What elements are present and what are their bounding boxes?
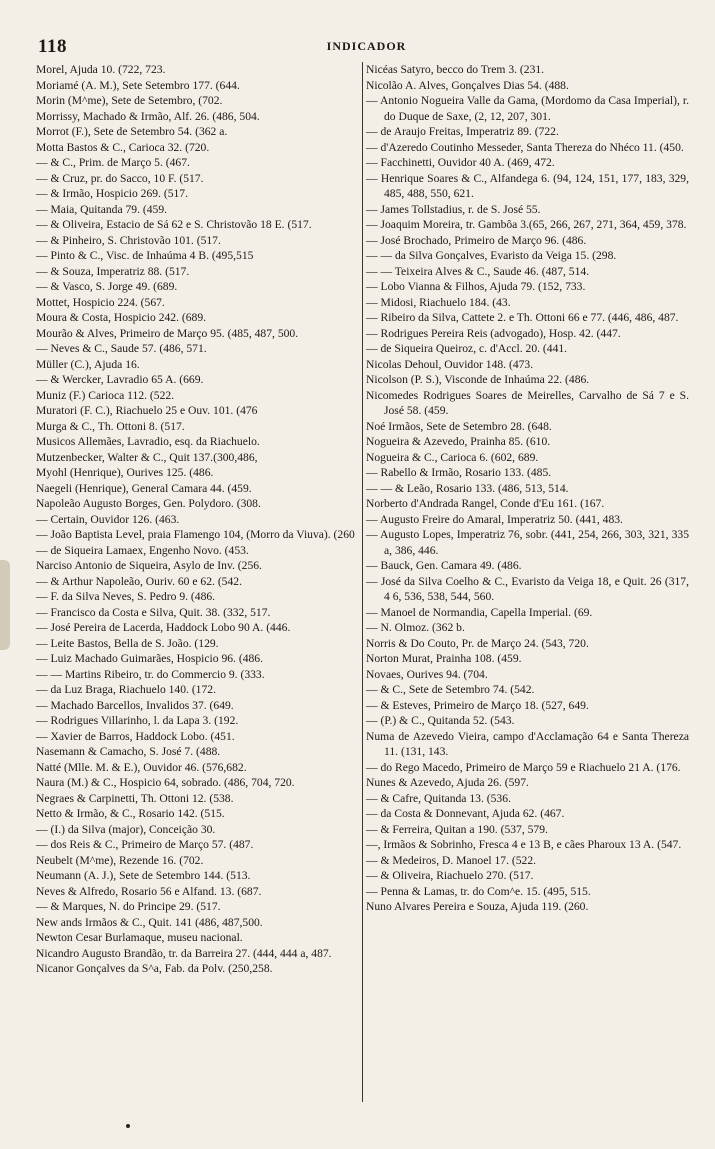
directory-entry: Naegeli (Henrique), General Camara 44. (459. [36, 481, 252, 495]
directory-entry: — Manoel de Normandia, Capella Imperial. (69. [366, 605, 593, 619]
directory-entry: Nogueira & Azevedo, Prainha 85. (610. [366, 435, 551, 448]
directory-entry: Novaes, Ourives 94. (704. [366, 667, 488, 681]
directory-entry: — & Pinheiro, S. Christovão 101. (517. [36, 233, 221, 247]
directory-entry: Negraes & Carpinetti, Th. Ottoni 12. (538. [36, 791, 234, 805]
directory-entry: Nuno Alvares Pereira e Souza, Ajuda 119. (260. [366, 900, 589, 913]
directory-entry: — & Marques, N. do Principe 29. (517. [36, 900, 221, 913]
directory-entry: Nicéas Satyro, becco do Trem 3. (231. [366, 63, 545, 76]
directory-entry: Motta Bastos & C., Carioca 32. (720. [36, 140, 210, 154]
directory-entry: — Penna & Lamas, tr. do Com^e. 15. (495, 515. [366, 884, 591, 898]
directory-entry: Norris & Do Couto, Pr. de Março 24. (543, 720. [366, 636, 589, 650]
directory-entry: Muratori (F. C.), Riachuelo 25 e Ouv. 101. (476 [36, 404, 258, 417]
directory-entry: Naura (M.) & C., Hospicio 64, sobrado. (486, 704, 720. [36, 776, 295, 789]
directory-entry: — N. Olmoz. (362 b. [366, 621, 465, 634]
directory-entry: — Bauck, Gen. Camara 49. (486. [366, 559, 522, 572]
directory-entry: Netto & Irmão, & C., Rosario 142. (515. [36, 807, 225, 820]
directory-entry: Mottet, Hospicio 224. (567. [36, 295, 165, 309]
directory-entry: — José Pereira de Lacerda, Haddock Lobo 90 A. (446. [36, 621, 291, 634]
directory-entry: — Rodrigues Villarinho, l. da Lapa 3. (192. [36, 714, 239, 727]
ink-dot [126, 1124, 130, 1128]
directory-entry: Newton Cesar Burlamaque, museu nacional. [36, 931, 243, 944]
directory-entry: — & Oliveira, Riachuelo 270. (517. [366, 869, 534, 882]
directory-entry: Nunes & Azevedo, Ajuda 26. (597. [366, 776, 529, 789]
directory-entry: Murga & C., Th. Ottoni 8. (517. [36, 419, 185, 433]
directory-entry: — (I.) da Silva (major), Conceição 30. [36, 822, 216, 836]
directory-entry: Neves & Alfredo, Rosario 56 e Alfand. 13. (687. [36, 884, 262, 898]
directory-entry: — Midosi, Riachuelo 184. (43. [366, 295, 511, 309]
directory-entry: — Pinto & C., Visc. de Inhaúma 4 B. (495,515 [36, 249, 254, 262]
directory-entry: — do Rego Macedo, Primeiro de Março 59 e Riachuelo 21 A. (176. [366, 760, 681, 774]
directory-entry: Muniz (F.) Carioca 112. (522. [36, 388, 175, 402]
directory-entry: — & Vasco, S. Jorge 49. (689. [36, 280, 178, 293]
directory-entry: — de Siqueira Lamaex, Engenho Novo. (453. [36, 543, 249, 557]
directory-entry: — — Martins Ribeiro, tr. do Commercio 9. (333. [36, 667, 265, 681]
directory-entry: Norton Murat, Prainha 108. (459. [366, 652, 522, 665]
directory-entry: — & C., Prim. de Março 5. (467. [36, 156, 190, 169]
directory-entry: Neumann (A. J.), Sete de Setembro 144. (513. [36, 869, 251, 882]
directory-entry: — & Cafre, Quitanda 13. (536. [366, 791, 511, 805]
directory-entry: — — da Silva Gonçalves, Evaristo da Veiga 15. (298. [366, 249, 617, 262]
directory-entry: Nasemann & Camacho, S. José 7. (488. [36, 745, 221, 758]
directory-entry: — d'Azeredo Coutinho Messeder, Santa Thereza do Nhéco 11. (450. [366, 140, 684, 154]
directory-entry: — — & Leão, Rosario 133. (486, 513, 514. [366, 481, 569, 495]
directory-entry: — de Siqueira Queiroz, c. d'Accl. 20. (441. [366, 342, 568, 355]
directory-entry: Müller (C.), Ajuda 16. [36, 357, 140, 371]
directory-entry: Moura & Costa, Hospicio 242. (689. [36, 311, 207, 324]
directory-entry: — & Souza, Imperatriz 88. (517. [36, 264, 190, 278]
column-divider [362, 62, 363, 1102]
directory-entry: — Machado Barcellos, Invalidos 37. (649. [36, 698, 234, 712]
directory-entry: Nicanor Gonçalves da S^a, Fab. da Polv. (250,258. [36, 962, 273, 975]
running-head: INDICADOR [326, 39, 407, 53]
directory-entry: Morel, Ajuda 10. (722, 723. [36, 63, 166, 76]
page-number: 118 [38, 36, 67, 57]
directory-entry: — Facchinetti, Ouvidor 40 A. (469, 472. [366, 156, 555, 169]
directory-entry: — Henrique Soares & C., Alfandega 6. (94, 124, 151, 177, 183, 329, 485, 488, 550, 621. [366, 171, 689, 200]
directory-entry: — & Wercker, Lavradio 65 A. (669. [36, 373, 204, 386]
directory-entry: Morrissy, Machado & Irmão, Alf. 26. (486, 504. [36, 109, 260, 123]
paper-stain [0, 560, 10, 650]
directory-entry: Nicandro Augusto Brandão, tr. da Barreira 27. (444, 444 a, 487. [36, 946, 332, 960]
directory-entry: Morin (M^me), Sete de Setembro, (702. [36, 94, 223, 107]
directory-entry: — & Irmão, Hospicio 269. (517. [36, 187, 188, 200]
directory-entry: Mourão & Alves, Primeiro de Março 95. (485, 487, 500. [36, 326, 299, 340]
directory-entry: Nogueira & C., Carioca 6. (602, 689. [366, 450, 539, 464]
directory-entry: — Rabello & Irmão, Rosario 133. (485. [366, 466, 552, 479]
directory-columns [36, 62, 702, 1102]
directory-entry: Nicolão A. Alves, Gonçalves Dias 54. (488. [366, 78, 569, 92]
directory-entry: — & Oliveira, Estacio de Sá 62 e S. Christovão 18 E. (517. [36, 218, 312, 231]
directory-entry: Noé Irmãos, Sete de Setembro 28. (648. [366, 419, 552, 433]
directory-entry: — F. da Silva Neves, S. Pedro 9. (486. [36, 590, 216, 603]
directory-entry: — Joaquim Moreira, tr. Gambôa 3.(65, 266, 267, 271, 364, 459, 378. [366, 218, 687, 231]
directory-entry: — & C., Sete de Setembro 74. (542. [366, 683, 535, 696]
directory-entry: — Antonio Nogueira Valle da Gama, (Mordomo da Casa Imperial), r. do Duque de Saxe, (2, 12, 207, 301. [366, 94, 689, 123]
directory-entry: Musicos Allemães, Lavradio, esq. da Riachuelo. [36, 435, 260, 448]
right-column [366, 62, 689, 915]
directory-entry: New ands Irmãos & C., Quit. 141 (486, 487,500. [36, 915, 263, 929]
directory-entry: Myohl (Henrique), Ourives 125. (486. [36, 466, 214, 479]
directory-entry: Moriamé (A. M.), Sete Setembro 177. (644. [36, 78, 240, 92]
directory-entry: — (P.) & C., Quitanda 52. (543. [366, 714, 515, 727]
directory-entry: — & Arthur Napoleão, Ouriv. 60 e 62. (542. [36, 574, 242, 588]
directory-entry: — & Esteves, Primeiro de Março 18. (527, 649. [366, 698, 589, 712]
directory-entry: — & Ferreira, Quitan a 190. (537, 579. [366, 822, 548, 836]
directory-entry: — José da Silva Coelho & C., Evaristo da Veiga 18, e Quit. 26 (317, 4 6, 536, 538, 544, 560. [366, 574, 689, 603]
directory-entry: — Augusto Lopes, Imperatriz 76, sobr. (441, 254, 266, 303, 321, 335 a, 386, 446. [366, 528, 689, 557]
directory-entry: — Rodrigues Pereira Reis (advogado), Hosp. 42. (447. [366, 326, 621, 340]
directory-entry: — — Teixeira Alves & C., Saude 46. (487, 514. [366, 264, 590, 278]
directory-entry: — Ribeiro da Silva, Cattete 2. e Th. Ottoni 66 e 77. (446, 486, 487. [366, 311, 679, 324]
directory-entry: Natté (Mlle. M. & E.), Ouvidor 46. (576,682. [36, 760, 247, 774]
directory-entry: — James Tollstadius, r. de S. José 55. [366, 202, 541, 216]
directory-entry: Nicolson (P. S.), Visconde de Inhaúma 22. (486. [366, 373, 590, 386]
directory-entry: — da Costa & Donnevant, Ajuda 62. (467. [366, 807, 565, 820]
directory-entry: —, Irmãos & Sobrinho, Fresca 4 e 13 B, e cães Pharoux 13 A. (547. [366, 838, 682, 851]
directory-entry: — Leite Bastos, Bella de S. João. (129. [36, 636, 219, 650]
directory-entry: — Lobo Vianna & Filhos, Ajuda 79. (152, 733. [366, 280, 586, 293]
directory-entry: — José Brochado, Primeiro de Março 96. (486. [366, 233, 587, 247]
directory-entry: — de Araujo Freitas, Imperatriz 89. (722. [366, 125, 559, 138]
directory-entry: Morrot (F.), Sete de Setembro 54. (362 a. [36, 125, 228, 138]
page-header [38, 36, 695, 56]
directory-entry: — Neves & C., Saude 57. (486, 571. [36, 342, 207, 355]
directory-entry: — dos Reis & C., Primeiro de Março 57. (487. [36, 838, 254, 851]
left-column [36, 62, 359, 977]
directory-entry: Nicomedes Rodrigues Soares de Meirelles, Carvalho de Sá 7 e S. José 58. (459. [366, 388, 689, 417]
directory-entry: Norberto d'Andrada Rangel, Conde d'Eu 161. (167. [366, 497, 605, 510]
directory-entry: Numa de Azevedo Vieira, campo d'Acclamação 64 e Santa Thereza 11. (131, 143. [366, 729, 689, 758]
directory-entry: — Xavier de Barros, Haddock Lobo. (451. [36, 729, 235, 743]
directory-entry: — Luiz Machado Guimarães, Hospicio 96. (486. [36, 652, 263, 665]
directory-entry: — da Luz Braga, Riachuelo 140. (172. [36, 683, 216, 696]
directory-entry: Narciso Antonio de Siqueira, Asylo de Inv. (256. [36, 559, 262, 572]
directory-entry: — & Cruz, pr. do Sacco, 10 F. (517. [36, 171, 204, 185]
directory-entry: — Maia, Quitanda 79. (459. [36, 202, 168, 216]
directory-entry: Napoleão Augusto Borges, Gen. Polydoro. (308. [36, 497, 261, 510]
directory-entry: Nicolas Dehoul, Ouvidor 148. (473. [366, 357, 534, 371]
directory-entry: — Francisco da Costa e Silva, Quit. 38. (332, 517. [36, 605, 271, 619]
directory-entry: Mutzenbecker, Walter & C., Quit 137.(300,486, [36, 450, 258, 464]
directory-entry: Neubelt (M^me), Rezende 16. (702. [36, 853, 204, 867]
directory-entry: — & Medeiros, D. Manoel 17. (522. [366, 853, 537, 867]
directory-entry: — Certain, Ouvidor 126. (463. [36, 512, 180, 526]
directory-entry: — Augusto Freire do Amaral, Imperatriz 50. (441, 483. [366, 512, 623, 526]
directory-entry: — João Baptista Level, praia Flamengo 104, (Morro da Viuva). (260 [36, 528, 355, 541]
